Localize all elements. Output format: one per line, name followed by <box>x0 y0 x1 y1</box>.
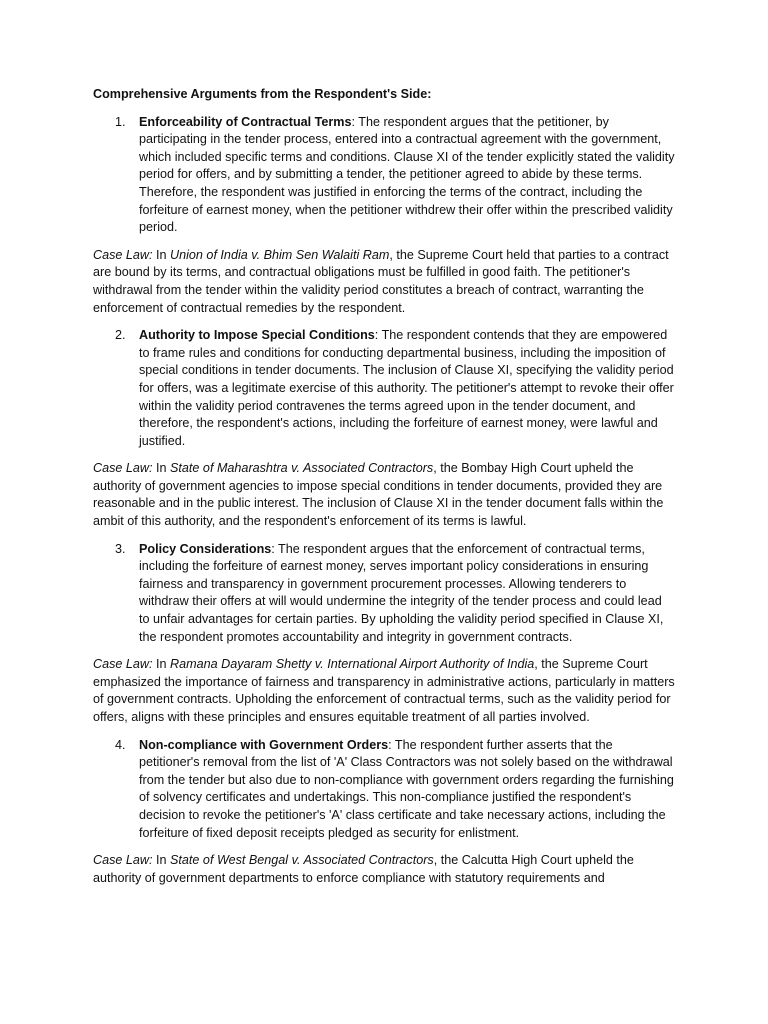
item-term: Enforceability of Contractual Terms <box>139 114 352 129</box>
case-law-label: Case Law: <box>93 461 153 476</box>
argument-item-1 <box>93 114 675 237</box>
case-law-text: , the Supreme Court held that parties to a contract are bound by its terms, and contractual obligations must be fulfilled in good faith. The petitioner's withdrawal from the tender within the validity period constitutes a breach of contract, warranting the enforcement of contractual remedies by the respondent. <box>93 247 669 315</box>
case-law-label: Case Law: <box>93 657 153 672</box>
case-law-text: , the Supreme Court emphasized the importance of fairness and transparency in administrative actions, particularly in matters of government contracts. Upholding the enforcement of contractual terms, such as the validity period for offers, aligns with these principles and ensures equitable treatment of all parties involved. <box>93 657 675 724</box>
case-law-prefix: In <box>152 657 171 672</box>
case-name: State of West Bengal v. Associated Contractors <box>170 853 434 868</box>
case-law-text: , the Calcutta High Court upheld the authority of government departments to enforce compliance with statutory requirements and <box>93 853 634 885</box>
argument-item-3 <box>93 541 675 647</box>
item-text: : The respondent further asserts that the petitioner's removal from the list of 'A' Class Contractors was not solely based on the withdrawal from the tender but also due to non-compliance with government orders regarding the furnishing of solvency certificates and undertakings. This non-compliance justified the respondent's decision to revoke the petitioner's 'A' class certificate and take necessary actions, including the forfeiture of fixed deposit receipts pledged as security for enlistment. <box>139 737 674 840</box>
item-term: Policy Considerations <box>139 541 272 556</box>
item-text: : The respondent argues that the petitioner, by participating in the tender process, entered into a contractual agreement with the government, which included specific terms and conditions. Clause XI of the tender explicitly stated the validity period for offers, and by submitting a tender, the petitioner agreed to abide by these terms. Therefore, the respondent was justified in enforcing the terms of the contract, including the forfeiture of earnest money, when the petitioner withdrew their offer within the prescribed validity period. <box>139 114 675 235</box>
item-text: : The respondent argues that the enforcement of contractual terms, including the forfeiture of earnest money, serves important policy considerations in ensuring fairness and transparency in government procurement processes. Allowing tenderers to withdraw their offers at will would undermine the integrity of the tender process and could lead to unfair advantages for certain parties. By upholding the validity period specified in Clause XI, the respondent promotes accountability and integrity in government contracts. <box>139 541 664 644</box>
case-law-label: Case Law: <box>93 853 153 868</box>
item-term: Authority to Impose Special Conditions <box>139 328 375 343</box>
case-law-prefix: In <box>152 853 171 868</box>
case-law-4 <box>93 852 675 887</box>
item-number: 2. <box>115 328 126 343</box>
case-law-label: Case Law: <box>93 247 153 262</box>
case-name: Union of India v. Bhim Sen Walaiti Ram <box>170 247 390 262</box>
argument-item-4 <box>93 737 675 843</box>
case-law-prefix: In <box>152 461 171 476</box>
case-law-text: , the Bombay High Court upheld the authority of government agencies to impose special conditions in tender documents, provided they are reasonable and in the public interest. The inclusion of Clause XI in the tender document falls within the ambit of this authority, and the respondent's enforcement of its terms is lawful. <box>93 461 664 529</box>
case-name: State of Maharashtra v. Associated Contractors <box>170 461 434 476</box>
case-law-2 <box>93 460 675 530</box>
item-number: 3. <box>115 541 126 556</box>
case-name: Ramana Dayaram Shetty v. International Airport Authority of India <box>170 657 535 672</box>
document-heading: Comprehensive Arguments from the Respondent's Side: <box>93 87 432 101</box>
item-term: Non-compliance with Government Orders <box>139 737 389 752</box>
argument-item-2 <box>93 327 675 450</box>
item-number: 1. <box>115 114 126 129</box>
document-page <box>93 86 675 897</box>
case-law-3 <box>93 656 675 726</box>
item-number: 4. <box>115 737 126 752</box>
item-text: : The respondent contends that they are empowered to frame rules and conditions for conducting departmental business, including the imposition of special conditions in tender documents. The inclusion of Clause XI, specifying the validity period for offers, was a legitimate exercise of this authority. The petitioner's attempt to revoke their offer within the validity period contravenes the terms agreed upon in the tender document, and therefore, the respondent's actions, including the forfeiture of earnest money, were lawful and justified. <box>139 328 674 448</box>
case-law-prefix: In <box>152 247 171 262</box>
case-law-1 <box>93 247 675 317</box>
